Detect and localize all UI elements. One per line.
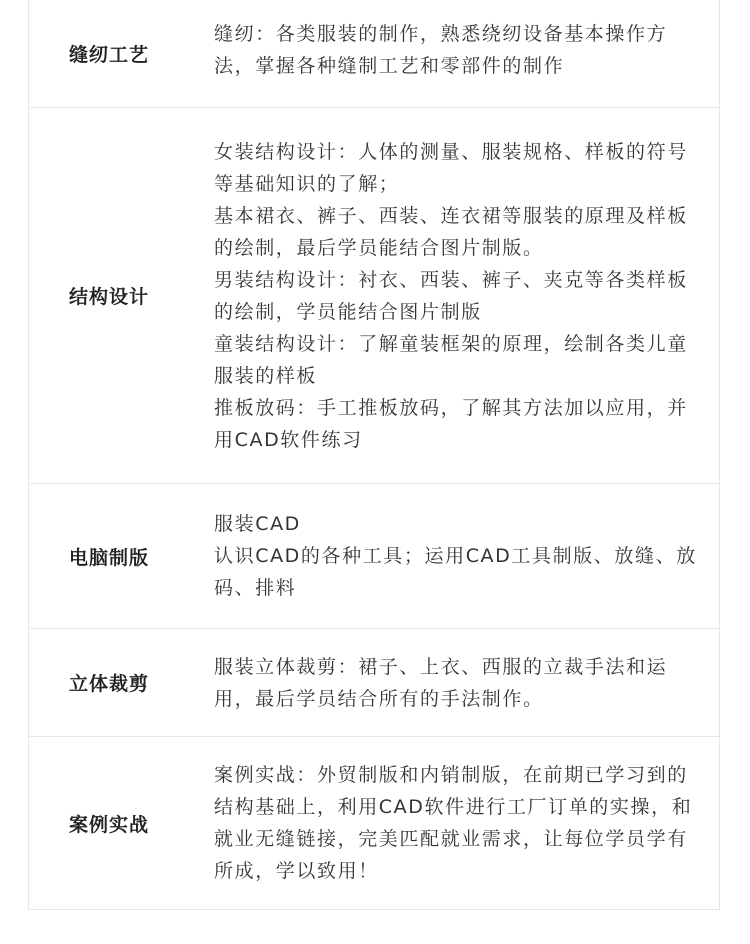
course-table — [28, 0, 720, 910]
description-line: 推板放码：手工推板放码，了解其方法加以应用，并用CAD软件练习 — [214, 396, 688, 451]
course-name: 案例实战 — [69, 813, 150, 836]
course-description — [214, 759, 719, 887]
description-line: 女装结构设计：人体的测量、服装规格、样板的符号等基础知识的了解； — [214, 140, 688, 195]
description-line: 男装结构设计：衬衣、西装、裤子、夹克等各类样板的绘制，学员能结合图片制版 — [214, 268, 688, 323]
course-name: 结构设计 — [69, 286, 150, 308]
course-row-sewing — [29, 0, 719, 107]
description-line: 童装结构设计：了解童装框架的原理，绘制各类儿童服装的样板 — [214, 332, 688, 387]
description-line: 基本裙衣、裤子、西装、连衣裙等服装的原理及样板的绘制，最后学员能结合图片制版。 — [214, 204, 688, 259]
course-description — [214, 508, 719, 604]
course-description — [214, 18, 719, 82]
course-name: 电脑制版 — [69, 546, 150, 569]
course-description — [214, 651, 719, 715]
course-name: 缝纫工艺 — [69, 44, 150, 66]
description-line: 服装立体裁剪：裙子、上衣、西服的立裁手法和运用，最后学员结合所有的手法制作。 — [214, 655, 668, 710]
description-line: 服装CAD — [214, 513, 301, 535]
description-line: 认识CAD的各种工具；运用CAD工具制版、放缝、放码、排料 — [214, 545, 697, 599]
description-line: 案例实战：外贸制版和内销制版，在前期已学习到的结构基础上，利用CAD软件进行工厂订单的实操，和就业无缝链接，完美匹配就业需求，让每位学员学有所成，学以致用！ — [214, 764, 693, 882]
course-row-case-practice — [29, 736, 719, 909]
description-line: 缝纫：各类服装的制作，熟悉绕纫设备基本操作方法，掌握各种缝制工艺和零部件的制作 — [214, 22, 668, 77]
course-name: 立体裁剪 — [69, 673, 150, 695]
course-row-structure-design — [29, 107, 719, 483]
course-description — [214, 136, 719, 456]
course-row-draping — [29, 628, 719, 736]
course-row-computer-pattern — [29, 483, 719, 628]
